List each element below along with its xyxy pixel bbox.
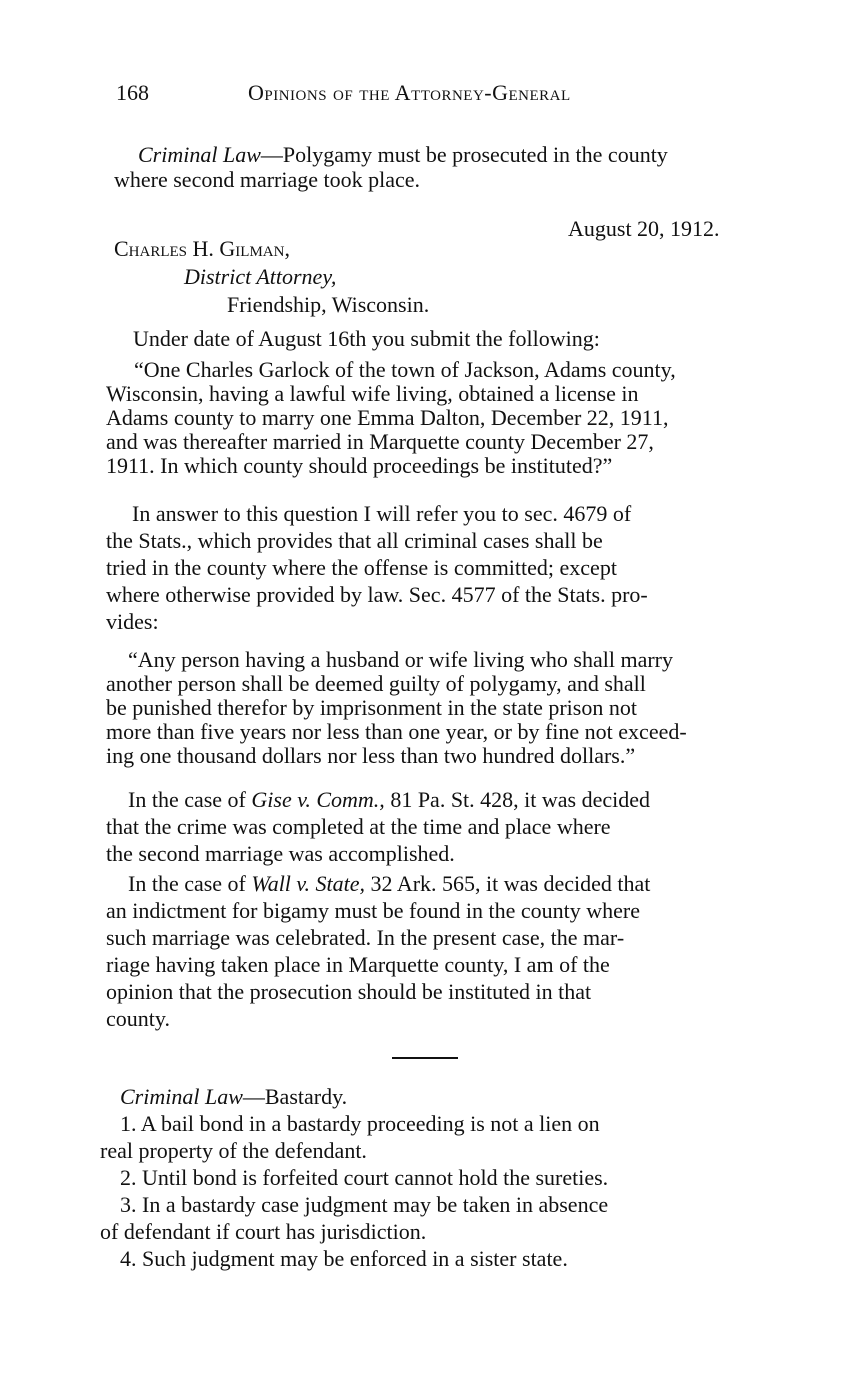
headnote-text: —Polygamy must be prosecuted in the county [260,142,668,167]
page-number: 168 [116,80,149,105]
syllabus-item: of defendant if court has jurisdiction. [100,1219,427,1244]
paragraph-line: In answer to this question I will refer you to sec. 4679 of [132,501,632,526]
case-name: Gise v. Comm., [251,787,385,812]
syllabus-item: 2. Until bond is forfeited court cannot hold the sureties. [120,1165,609,1190]
letter-date: August 20, 1912. [568,216,720,241]
paragraph-line: where otherwise provided by law. Sec. 4577 of the Stats. pro- [106,582,648,607]
paragraph-line: opinion that the prosecution should be instituted in that [106,979,592,1004]
headnote-polygamy [114,142,770,192]
paragraph-line: vides: [106,609,159,634]
headnote-line [114,142,770,167]
headnote-bastardy [100,1083,760,1272]
paragraph-line: that the crime was completed at the time and place where [106,814,611,839]
paragraph-line: tried in the county where the offense is committed; except [106,555,617,580]
syllabus-item: real property of the defendant. [100,1138,367,1163]
headnote-subject: Criminal Law [138,142,261,167]
case-lead: In the case of [128,871,252,896]
section-divider [392,1057,458,1059]
case-citation: 81 Pa. St. 428, it was decided [384,787,651,812]
addressee-block [114,235,429,319]
intro-paragraph [106,326,766,351]
syllabus-item: 1. A bail bond in a bastardy proceeding is not a lien on [120,1111,600,1136]
headnote-text: —Bastardy. [242,1084,348,1109]
quote-line: more than five years nor less than one year, or by fine not exceed- [106,719,687,744]
case-citation: 32 Ark. 565, it was decided that [365,871,651,896]
quote-line: “One Charles Garlock of the town of Jackson, Adams county, [134,357,676,382]
syllabus-item: 3. In a bastardy case judgment may be taken in absence [120,1192,609,1217]
paragraph-line: an indictment for bigamy must be found in the county where [106,898,640,923]
gise-case-paragraph [106,786,766,867]
headnote-line [100,1083,760,1110]
quote-line: and was thereafter married in Marquette county December 27, [106,429,654,454]
paragraph-line [106,870,766,897]
quote-line: Adams county to marry one Emma Dalton, December 22, 1911, [106,405,669,430]
quote-line: “Any person having a husband or wife living who shall marry [128,647,673,672]
running-title: Opinions of the Attorney-General [248,80,571,105]
answer-paragraph [106,500,766,635]
quoted-inquiry [106,358,766,478]
page-header [116,80,776,110]
paragraph-line [106,786,766,813]
paragraph-line: riage having taken place in Marquette county, I am of the [106,952,610,977]
paragraph-line: the second marriage was accomplished. [106,841,455,866]
paragraph-line: county. [106,1006,170,1031]
paragraph-line: Under date of August 16th you submit the following: [133,326,600,351]
quote-line: be punished therefor by imprisonment in the state prison not [106,695,637,720]
case-name: Wall v. State, [251,871,366,896]
paragraph-line: such marriage was celebrated. In the present case, the mar- [106,925,625,950]
addressee-title: District Attorney, [184,264,337,289]
quote-line: another person shall be deemed guilty of polygamy, and shall [106,671,646,696]
headnote-subject: Criminal Law [120,1084,243,1109]
quote-line: 1911. In which county should proceedings be instituted?” [106,453,613,478]
syllabus-item: 4. Such judgment may be enforced in a sister state. [120,1246,568,1271]
quote-line: ing one thousand dollars nor less than two hundred dollars.” [106,743,636,768]
headnote-line: where second marriage took place. [114,167,421,192]
addressee-place: Friendship, Wisconsin. [227,292,430,317]
wall-case-paragraph [106,870,766,1032]
statute-quote [106,648,766,768]
paragraph-line: the Stats., which provides that all criminal cases shall be [106,528,603,553]
case-lead: In the case of [128,787,252,812]
addressee-name: Charles H. Gilman, [114,236,290,261]
quote-line: Wisconsin, having a lawful wife living, obtained a license in [106,381,639,406]
